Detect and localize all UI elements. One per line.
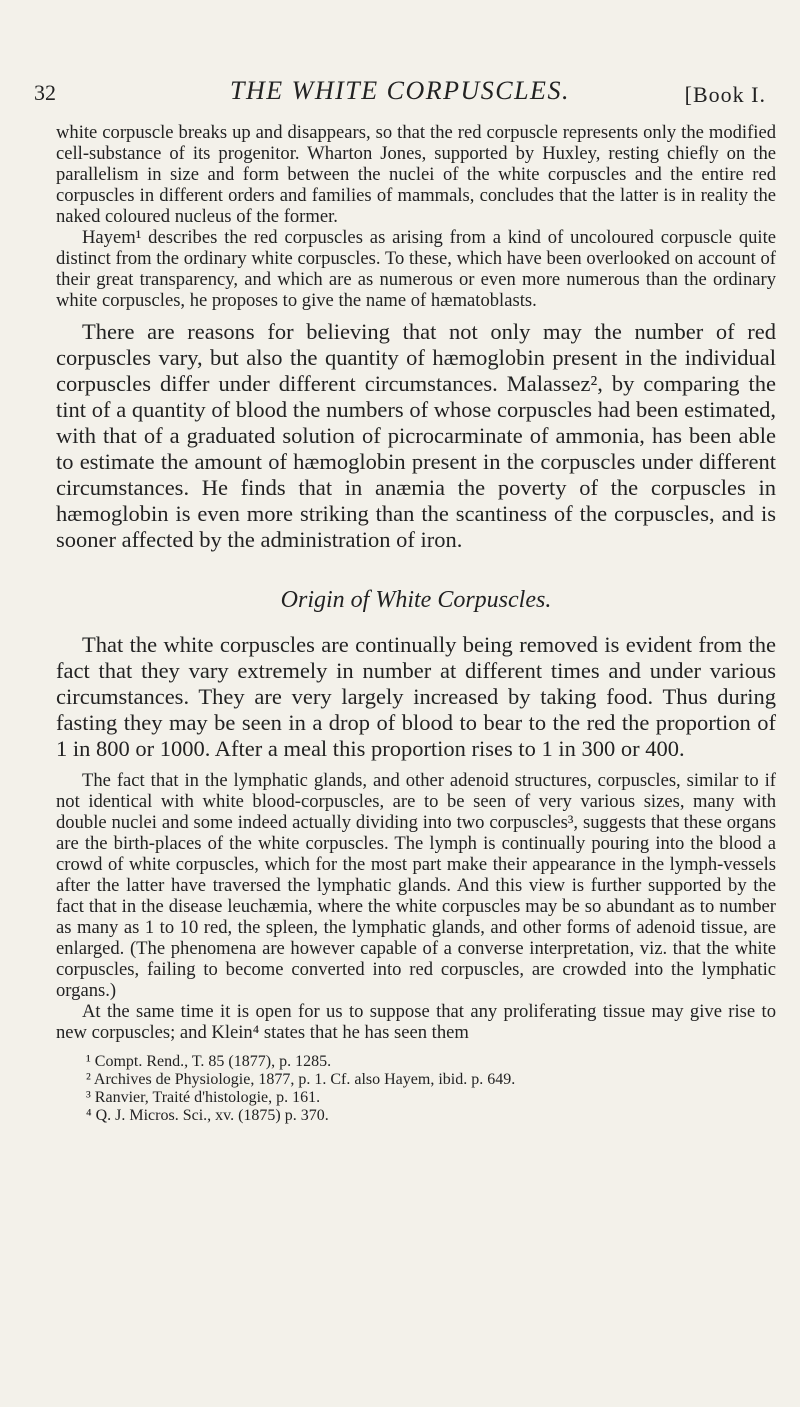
page-number: 32 [34, 80, 56, 105]
body-text [56, 122, 776, 1125]
footnotes [56, 1053, 776, 1125]
footnote: ⁴ Q. J. Micros. Sci., xv. (1875) p. 370. [86, 1107, 329, 1124]
footnote: ³ Ranvier, Traité d'histologie, p. 161. [86, 1089, 321, 1106]
paragraph-malassez: There are reasons for believing that not only may the number of red corpuscles vary, but also the quantity of hæmoglobin present in the individual corpuscles differ under different circumstances. Malassez², by comparing the tint of a quantity of blood the numbers of whose corpuscles had been estimated, with that of a graduated solution of picrocarminate of ammonia, has been able to estimate the amount of hæmoglobin present in the corpuscles under different circumstances. He finds that in anæmia the poverty of the corpuscles in hæmoglobin is even more striking than the scantiness of the corpuscles, and is sooner affected by the administration of iron. [56, 319, 776, 552]
paragraph-wharton-jones: white corpuscle breaks up and disappears, so that the red corpuscle represents only the modified cell-substance of its progenitor. Wharton Jones, supported by Huxley, resting chiefly on the parallelism in size and form between the nuclei of the white corpuscles and the entire red corpuscles in different orders and families of mammals, concludes that the latter is in reality the naked coloured nucleus of the former. [56, 122, 776, 227]
footnote: ² Archives de Physiologie, 1877, p. 1. Cf. also Hayem, ibid. p. 649. [86, 1071, 516, 1088]
paragraph-lymphatic-glands: The fact that in the lymphatic glands, and other adenoid structures, corpuscles, similar to if not identical with white blood-corpuscles, are to be seen of very various sizes, many with double nuclei and some indeed actually dividing into two corpuscles³, suggests that these organs are the birth-places of the white corpuscles. The lymph is continually pouring into the blood a crowd of white corpuscles, which for the most part make their appearance in the lymph-vessels after the latter have traversed the lymphatic glands. And this view is further supported by the fact that in the disease leuchæmia, where the white corpuscles may be so abundant as to number as many as 1 to 10 red, the spleen, the lymphatic glands, and other forms of adenoid tissue, are enlarged. (The phenomena are however capable of a converse interpretation, viz. that the white corpuscles, failing to become converted into red corpuscles, are crowded into the lymphatic organs.) [56, 770, 776, 1001]
page-header [34, 76, 766, 114]
footnote: ¹ Compt. Rend., T. 85 (1877), p. 1285. [86, 1053, 332, 1070]
paragraph-origin: That the white corpuscles are continually being removed is evident from the fact that they vary extremely in number at different times and under various circumstances. They are very largely increased by taking food. Thus during fasting they may be seen in a drop of blood to bear to the red the proportion of 1 in 800 or 1000. After a meal this proportion rises to 1 in 300 or 400. [56, 632, 776, 761]
paragraph-hayem: Hayem¹ describes the red corpuscles as arising from a kind of uncoloured corpuscle quite distinct from the ordinary white corpuscles. To these, which have been overlooked on account of their great transparency, and which are as numerous or even more numerous than the ordinary white corpuscles, he proposes to give the name of hæmatoblasts. [56, 227, 776, 311]
book-marker: [Book I. [684, 82, 766, 107]
paragraph-klein: At the same time it is open for us to suppose that any proliferating tissue may give rise to new corpuscles; and Klein⁴ states that he has seen them [56, 1001, 776, 1043]
running-title: THE WHITE CORPUSCLES. [230, 76, 570, 105]
section-heading: Origin of White Corpuscles. [280, 587, 552, 613]
